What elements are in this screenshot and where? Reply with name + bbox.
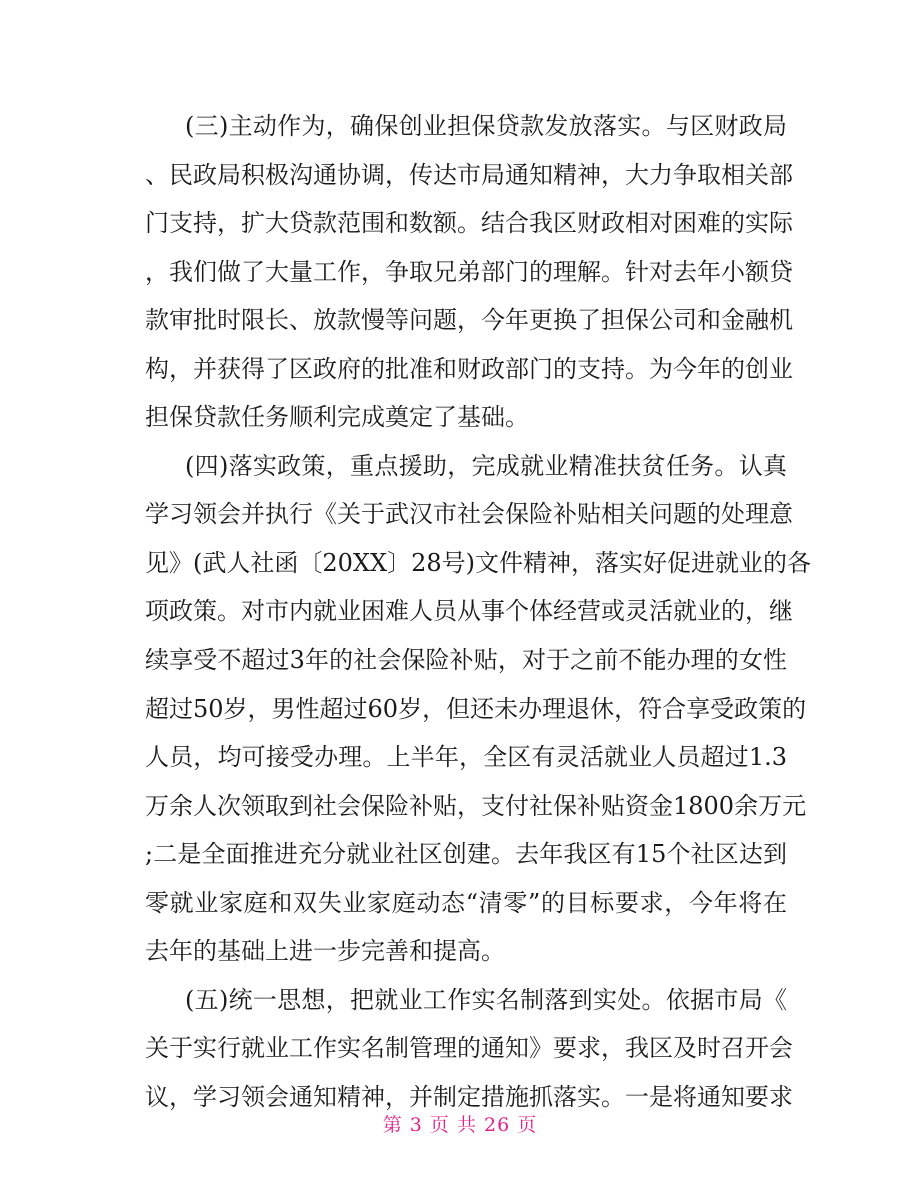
paragraph-3-line-4: ，我们做了大量工作，争取兄弟部门的理解。针对去年小额贷 <box>145 257 793 286</box>
paragraph-5-line-3: 议，学习领会通知精神，并制定措施抓落实。一是将通知要求 <box>145 1082 793 1111</box>
paragraph-4-line-5: 续享受不超过3年的社会保险补贴，对于之前不能办理的女性 <box>145 646 787 675</box>
paragraph-3-line-6: 构，并获得了区政府的批准和财政部门的支持。为今年的创业 <box>145 354 793 383</box>
page-number-footer: 第 3 页 共 26 页 <box>382 1114 538 1136</box>
paragraph-3-line-7: 担保贷款任务顺利完成奠定了基础。 <box>145 403 529 432</box>
paragraph-4-line-10: 零就业家庭和双失业家庭动态“清零”的目标要求，今年将在 <box>145 888 787 917</box>
paragraph-3-line-2: 、民政局积极沟通协调，传达市局通知精神，大力争取相关部 <box>145 160 793 189</box>
paragraph-3-line-1: (三)主动作为，确保创业担保贷款发放落实。与区财政局 <box>185 112 787 140</box>
paragraph-4-line-4: 项政策。对市内就业困难人员从事个体经营或灵活就业的，继 <box>145 597 793 626</box>
paragraph-4-line-2: 学习领会并执行《关于武汉市社会保险补贴相关问题的处理意 <box>145 500 793 529</box>
paragraph-4-line-9: ;二是全面推进充分就业社区创建。去年我区有15个社区达到 <box>145 840 787 869</box>
paragraph-4-line-11: 去年的基础上进一步完善和提高。 <box>145 937 505 966</box>
paragraph-4-line-6: 超过50岁，男性超过60岁，但还未办理退休，符合享受政策的 <box>145 694 807 723</box>
paragraph-3-line-5: 款审批时限长、放款慢等问题，今年更换了担保公司和金融机 <box>145 306 793 335</box>
paragraph-4-line-1: (四)落实政策，重点援助，完成就业精准扶贫任务。认真 <box>185 451 787 480</box>
paragraph-3-line-3: 门支持，扩大贷款范围和数额。结合我区财政相对困难的实际 <box>145 209 793 238</box>
paragraph-4-line-7: 人员，均可接受办理。上半年，全区有灵活就业人员超过1.3 <box>145 743 787 772</box>
paragraph-4-line-3: 见》(武人社函〔20XX〕28号)文件精神，落实好促进就业的各 <box>145 548 811 577</box>
body-text <box>145 102 811 1121</box>
paragraph-5-line-1: (五)统一思想，把就业工作实名制落到实处。依据市局《 <box>185 985 787 1014</box>
paragraph-4-line-8: 万余人次领取到社会保险补贴，支付社保补贴资金1800余万元 <box>145 791 807 820</box>
paragraph-5-line-2: 关于实行就业工作实名制管理的通知》要求，我区及时召开会 <box>145 1034 793 1063</box>
